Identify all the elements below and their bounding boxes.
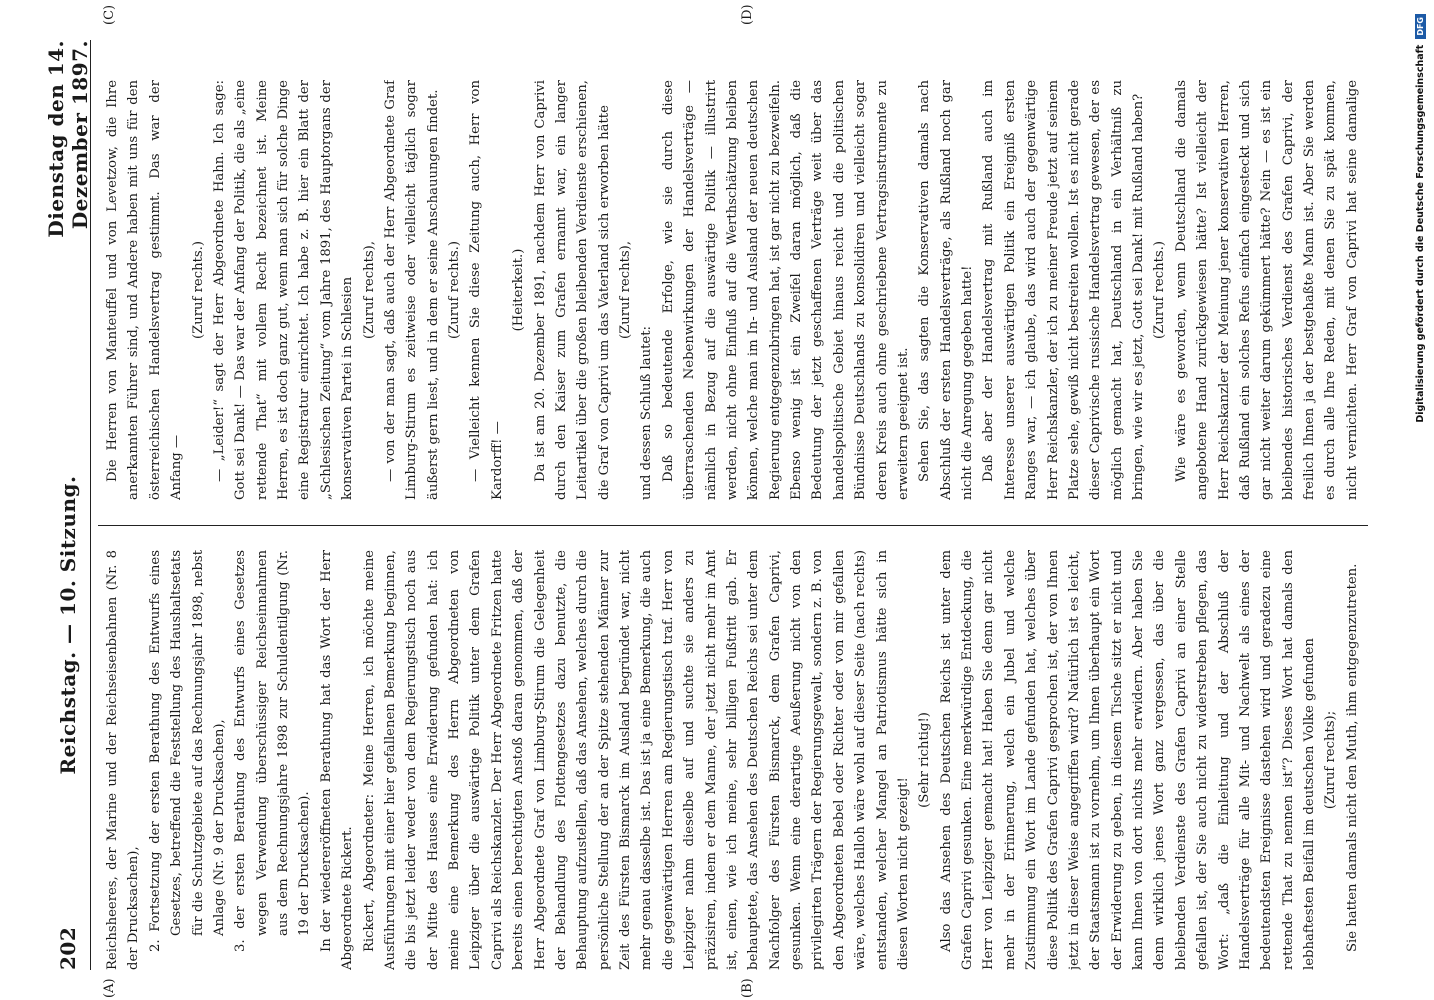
paragraph: Reichsheeres, der Marine und der Reichseisenbahnen (Nr. 8 der Drucksachen), — [105, 550, 142, 970]
interjection: (Heiterkeit.) — [511, 248, 527, 332]
document-sheet — [44, 4, 1380, 998]
margin-marker-a: (A) — [102, 978, 117, 998]
interjection: (Sehr richtig!) — [917, 712, 933, 808]
credit-text: Digitalisierung gefördert durch die Deutsche Forschungsgemeinschaft — [1414, 44, 1426, 423]
speech-rickert: Rickert, Abgeordneter: Meine Herren, ich möchte meine Ausführungen mit einer hier gefallenen Bemerkung beginnen, die bis jetzt leider weder von dem Regierungstisch noch aus der Mitte des Hauses eine Erwiderung gefunden hat: ich meine eine Bemerkung des Herrn Abgeordneten von Leipziger über die auswärtige Politik unter dem Grafen Caprivi als Reichskanzler. Der Herr Abgeordnete Fritzen hatte bereits einen berechtigten Anstoß daran genommen, daß der Herr Abgeordnete Graf von Limburg-Stirum die Gelegenheit der Behandlung des Flottengesetzes dazu benutzte, die Behauptung aufzustellen, daß das Ansehen, welches durch die persönliche Stellung der an der Spitze stehenden Männer zur Zeit des Fürsten Bismarck im Ausland begründet war, nicht mehr genau dasselbe ist. Das ist ja eine Bemerkung, die auch die gegenwärtigen Herren am Regierungstisch traf. Herr von Leipziger nahm dieselbe auf und suchte sie anders zu präzisiren, indem er dem Manne, der jetzt nicht mehr im Amt ist, einen, wie ich meine, sehr billigen Fußtritt gab. Er behauptete, das Ansehen des Deutschen Reichs sei unter dem Nachfolger des Fürsten Bismarck, dem Grafen Caprivi, gesunken. Wenn eine derartige Aeußerung nicht von den privilegirten Trägern der Regierungsgewalt, sondern z. B. von den Abgeordneten Bebel oder Richter oder von mir gefallen wäre, welches Halloh wäre wohl auf dieser Seite (nach rechts) entstanden, welcher Mangel an Patriotismus hätte sich in diesen Worten nicht gezeigt! — [361, 550, 911, 970]
margin-marker-d: (D) — [740, 4, 755, 25]
paragraph: Die Herren von Manteuffel und von Levetzow, die Ihre anerkannten Führer sind, und Andere haben mit uns für den österreichischen Handelsvertrag gestimmt. Das war der Anfang — — [105, 80, 185, 500]
digitization-credit — [1406, 0, 1434, 1000]
header-rule — [90, 40, 91, 970]
agenda-item-3: 3. der ersten Berathung des Entwurfs eines Gesetzes wegen Verwendung überschüssiger Reichseinnahmen aus dem Rechnungsjahre 1898 zur Schuldentilgung (Nr. 19 der Drucksachen). — [233, 550, 313, 952]
left-column — [102, 550, 1362, 970]
paragraph: — Vielleicht kennen Sie diese Zeitung auch, Herr von Kardorff! — — [468, 80, 505, 500]
interjection: (Zuruf rechts.) — [1152, 240, 1168, 340]
paragraph: Also das Ansehen des Deutschen Reichs ist unter dem Grafen Caprivi gesunken. Eine merkwürdige Entdeckung, die Herr von Leipziger gemacht hat! Haben Sie denn gar nicht mehr in der Erinnerung, welch ein Jubel und welche Zustimmung ein Wort im Lande gefunden hat, welches über diese Politik des Grafen Caprivi gesprochen ist, der von Ihnen jetzt in dieser Weise angegriffen wird? Natürlich ist es leicht, der Staatsmann ist zu vornehm, um Ihnen überhaupt ein Wort der Erwiderung zu geben, in diesem Tische sitzt er nicht und kann Ihnen von dort nichts mehr erwidern. Aber haben Sie denn wirklich jenes Wort ganz vergessen, das über die bleibenden Verdienste des Grafen Caprivi an einer Stelle gefallen ist, der Sie auch nicht zu widerstreben pflegen, das Wort: „daß die Einleitung und der Abschluß der Handelsverträge für alle Mit- und Nachwelt als eines der bedeutendsten Ereignisse dastehen wird und geradezu eine rettende That zu nennen ist“? Dieses Wort hat damals den lebhaftesten Beifall im deutschen Volke gefunden — [938, 550, 1317, 970]
quotation: Daß so bedeutende Erfolge, wie sie durch diese überraschenden Nebenwirkungen der Handelsverträge — nämlich in Bezug auf die auswärtige Politik — illustrirt werden, nicht ohne Einfluß auf die Werthschätzung bleiben können, welche man im In- und Ausland der neuen deutschen Regierung entgegenzubringen hat, ist gar nicht zu bezweifeln. Ebenso wenig ist ein Zweifel daran möglich, daß die Bedeutung der jetzt geschaffenen Verträge weit über das handelspolitische Gebiet hinaus reicht und die politischen Bündnisse Deutschlands zu konsolidiren und vielleicht sogar deren Kreis auch ohne geschriebene Vertragsinstrumente zu erweitern geeignet ist. — [660, 80, 911, 500]
interjection: (Zuruf rechts), — [618, 240, 633, 340]
right-column — [102, 80, 1362, 500]
paragraph: Sie hatten damals nicht den Muth, ihm entgegenzutreten. — [1344, 563, 1360, 952]
paragraph: Daß aber der Handelsvertrag mit Rußland auch im Interesse unserer auswärtigen Politik ein Ereigniß ersten Ranges war, — ich glaube, das wird auch der gegenwärtige Herr Reichskanzler, der ich zu meiner Freude jetzt auf seinem Platze sehe, gewiß nicht bestreiten wollen. Ist es nicht gerade dieser Caprivische russische Handelsvertrag gewesen, der es möglich gemacht hat, Deutschland in ein Verhältniß zu bringen, wie wir es jetzt, Gott sei Dank! mit Rußland haben? — [981, 80, 1146, 500]
margin-marker-c: (C) — [102, 4, 117, 25]
paragraph: — von der man sagt, daß auch der Herr Abgeordnete Graf Limburg-Stirum es zeitweise oder vielleicht täglich sogar äußerst gern liest, und in dem er seine Anschauungen findet. — [382, 80, 441, 500]
paragraph: Wie wäre es geworden, wenn Deutschland die damals angebotene Hand zurückgewiesen hätte? Ist vielleicht der Herr Reichskanzler der Meinung jener konservativen Herren, daß Rußland ein solches Refus einfach eingesteckt und sich gar nicht weiter darum gekümmert hätte? Nein — es ist ein bleibendes historisches Verdienst des Grafen Caprivi, der freilich Ihnen ja der bestgehaßte Mann ist. Aber Sie werden es durch alle Ihre Reden, mit denen Sie zu spät kommen, nicht vernichten. Herr Graf von Caprivi hat seine damalige — [1173, 80, 1360, 500]
session-title: Reichstag. — 10. Sitzung. — [56, 475, 80, 775]
agenda-item-2: 2. Fortsetzung der ersten Berathung des Entwurfs eines Gesetzes, betreffend die Feststellung des Haushaltsetats für die Schutzgebiete auf das Rechnungsjahr 1898, nebst Anlage (Nr. 9 der Drucksachen), — [147, 550, 227, 952]
paragraph: und dessen Schluß lautet: — [639, 326, 655, 500]
margin-marker-b: (B) — [740, 978, 755, 998]
dfg-logo-icon: DFG — [1415, 14, 1426, 39]
interjection: (Zuruf rechts); — [1323, 710, 1339, 810]
interjection: (Zuruf rechts.) — [190, 240, 206, 340]
interjection: (Zuruf rechts), — [361, 240, 377, 340]
paragraph: — „Leider!“ sagt der Herr Abgeordnete Hahn. Ich sage: Gott sei Dank! — Das war der Anfang der Politik, die als „eine rettende That“ mit vollem Recht bezeichnet ist. Meine Herren, es ist doch ganz gut, wenn man sich für solche Dinge eine Registratur einrichtet. Ich habe z. B. hier ein Blatt der „Schlesischen Zeitung“ vom Jahre 1891, des Hauptorgans der konservativen Partei in Schlesien — [211, 80, 356, 500]
paragraph: Sehen Sie, das sagten die Konservativen damals nach Abschluß der ersten Handelsverträge, als Rußland noch gar nicht die Anregung gegeben hatte! — [917, 80, 975, 500]
column-divider — [98, 525, 1368, 526]
page-number: 202 — [56, 926, 80, 970]
interjection: (Zuruf rechts.) — [447, 240, 462, 340]
page-header — [44, 40, 92, 970]
paragraph: Da ist am 20. Dezember 1891, nachdem Herr von Caprivi durch den Kaiser zum Grafen ernannt war, ein langer Leitartikel über die großen bleibenden Verdienste erschienen, die Graf von Caprivi um das Vaterland sich erworben hätte — [532, 80, 612, 500]
paragraph: In der wiedereröffneten Berathung hat das Wort der Herr Abgeordnete Rickert. — [318, 550, 356, 970]
session-date: Dienstag den 14. Dezember 1897. — [44, 40, 92, 238]
